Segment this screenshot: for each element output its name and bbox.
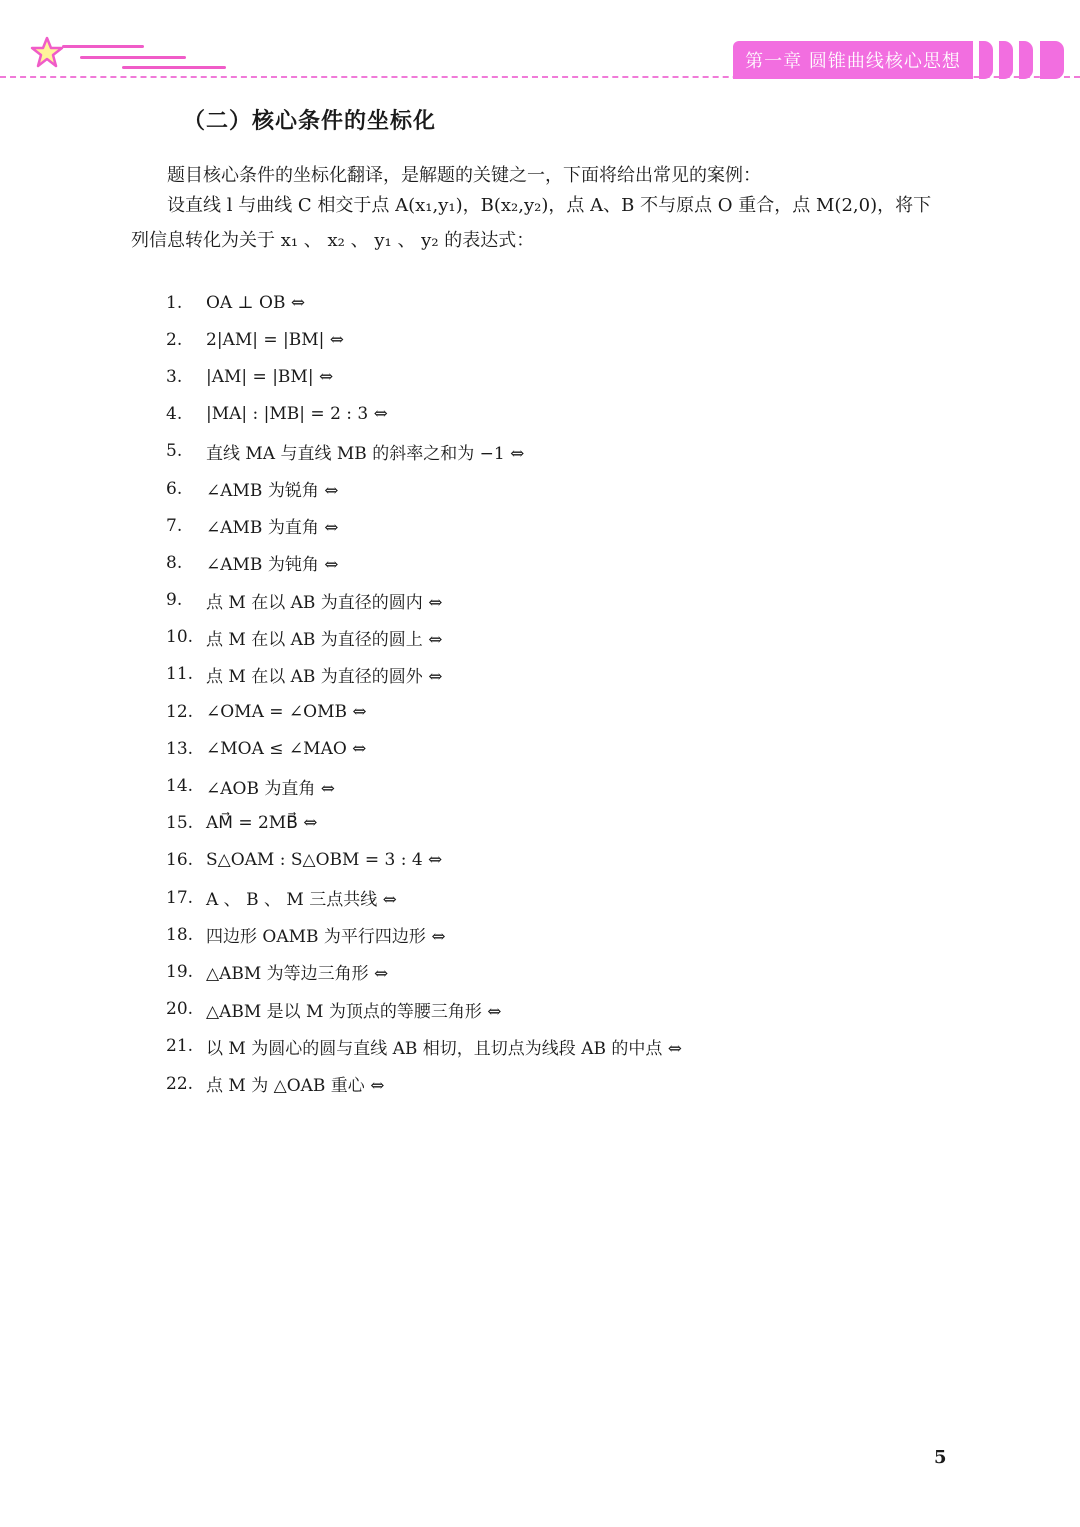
item-text: ∠AMB 为锐角 ⇔ xyxy=(206,481,339,502)
setup-paragraph: 设直线 l 与曲线 C 相交于点 A(x₁,y₁)，B(x₂,y₂)，点 A、B 不与原点 O 重合，点 M(2,0)，将下 xyxy=(167,195,932,216)
item-number: 4. xyxy=(166,404,183,425)
item-number: 2. xyxy=(166,329,183,350)
list-item xyxy=(166,991,682,1028)
item-text: ∠OMA = ∠OMB ⇔ xyxy=(206,701,367,722)
item-number: 13. xyxy=(166,738,194,759)
list-item xyxy=(166,470,682,507)
item-number: 15. xyxy=(166,813,194,834)
list-item xyxy=(166,619,682,656)
item-text: △ABM 是以 M 为顶点的等腰三角形 ⇔ xyxy=(206,1001,502,1022)
item-number: 7. xyxy=(166,515,183,536)
item-text: A 、 B 、 M 三点共线 ⇔ xyxy=(206,890,397,911)
item-number: 8. xyxy=(166,552,183,573)
decorative-streak xyxy=(62,45,144,48)
item-text: 点 M 在以 AB 为直径的圆外 ⇔ xyxy=(206,666,443,687)
list-item xyxy=(166,1065,682,1102)
chapter-title-tab xyxy=(733,41,973,79)
list-item xyxy=(166,321,682,358)
item-text: |AM| = |BM| ⇔ xyxy=(206,366,334,387)
list-item xyxy=(166,916,682,953)
list-item xyxy=(166,879,682,916)
item-number: 3. xyxy=(166,366,183,387)
list-item xyxy=(166,767,682,804)
header-stripe xyxy=(1040,41,1064,79)
item-text: S△OAM : S△OBM = 3 : 4 ⇔ xyxy=(206,850,443,871)
intro-paragraph: 题目核心条件的坐标化翻译，是解题的关键之一，下面将给出常见的案例： xyxy=(167,165,761,186)
item-text: △ABM 为等边三角形 ⇔ xyxy=(206,964,389,985)
list-item xyxy=(166,358,682,395)
list-item xyxy=(166,582,682,619)
list-item xyxy=(166,730,682,767)
list-item xyxy=(166,396,682,433)
list-item xyxy=(166,953,682,990)
item-text: |MA| : |MB| = 2 : 3 ⇔ xyxy=(206,404,388,425)
decorative-streak xyxy=(122,66,226,69)
item-text: ∠AMB 为钝角 ⇔ xyxy=(206,555,339,576)
list-item xyxy=(166,284,682,321)
list-item xyxy=(166,805,682,842)
list-item xyxy=(166,507,682,544)
item-number: 16. xyxy=(166,850,194,871)
header-stripe xyxy=(1019,41,1033,79)
item-text: ∠MOA ≤ ∠MAO ⇔ xyxy=(206,738,367,759)
section-heading: （二）核心条件的坐标化 xyxy=(183,109,437,134)
list-item xyxy=(166,544,682,581)
item-number: 22. xyxy=(166,1073,194,1094)
item-text: AM⃗ = 2MB⃗ ⇔ xyxy=(206,813,318,834)
condition-list xyxy=(166,284,682,1102)
item-text: OA ⊥ OB ⇔ xyxy=(206,292,306,313)
header-stripe xyxy=(999,41,1013,79)
list-item xyxy=(166,693,682,730)
item-number: 20. xyxy=(166,999,194,1020)
item-number: 6. xyxy=(166,478,183,499)
item-text: 点 M 在以 AB 为直径的圆内 ⇔ xyxy=(206,592,443,613)
setup-paragraph-continued: 列信息转化为关于 x₁ 、 x₂ 、 y₁ 、 y₂ 的表达式： xyxy=(131,230,535,251)
list-item xyxy=(166,433,682,470)
item-number: 11. xyxy=(166,664,194,685)
item-number: 17. xyxy=(166,887,194,908)
star-icon xyxy=(30,36,64,68)
page-number: 5 xyxy=(934,1447,947,1468)
chapter-title: 第一章 圆锥曲线核心思想 xyxy=(745,51,961,72)
header-stripe xyxy=(979,41,993,79)
item-text: 2|AM| = |BM| ⇔ xyxy=(206,329,345,350)
item-number: 10. xyxy=(166,627,194,648)
item-text: 以 M 为圆心的圆与直线 AB 相切，且切点为线段 AB 的中点 ⇔ xyxy=(206,1038,683,1059)
list-item xyxy=(166,656,682,693)
list-item xyxy=(166,842,682,879)
item-text: 点 M 在以 AB 为直径的圆上 ⇔ xyxy=(206,629,443,650)
item-text: ∠AMB 为直角 ⇔ xyxy=(206,518,339,539)
page-header xyxy=(0,0,1080,90)
item-text: 直线 MA 与直线 MB 的斜率之和为 −1 ⇔ xyxy=(206,443,525,464)
item-number: 14. xyxy=(166,776,194,797)
item-text: ∠AOB 为直角 ⇔ xyxy=(206,778,336,799)
item-text: 四边形 OAMB 为平行四边形 ⇔ xyxy=(206,927,446,948)
item-number: 18. xyxy=(166,924,194,945)
item-number: 21. xyxy=(166,1036,194,1057)
item-number: 9. xyxy=(166,590,183,611)
decorative-streak xyxy=(80,56,186,59)
item-number: 19. xyxy=(166,961,194,982)
item-number: 1. xyxy=(166,292,183,313)
item-number: 5. xyxy=(166,441,183,462)
item-number: 12. xyxy=(166,701,194,722)
list-item xyxy=(166,1028,682,1065)
item-text: 点 M 为 △OAB 重心 ⇔ xyxy=(206,1076,385,1097)
